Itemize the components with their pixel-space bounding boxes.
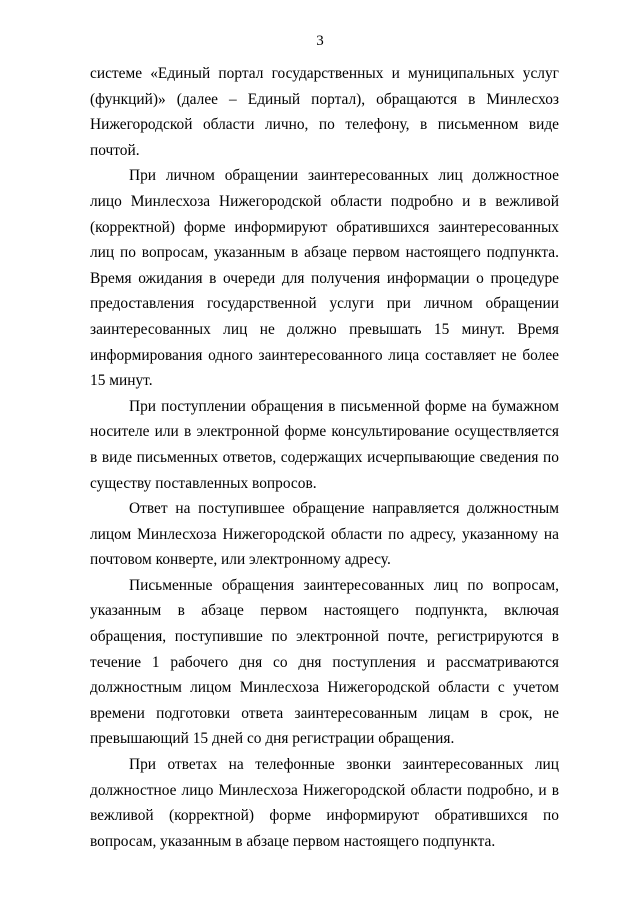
paragraph-phone-inquiry: При ответах на телефонные звонки заинтересованных лиц должностное лицо Минлесхоза Нижегородской области подробно, и в вежливой (корректной) форме информируют обратившихся по вопросам, указанным в абзаце первом настоящего подпункта. bbox=[90, 756, 559, 850]
paragraph-written-inquiry: При поступлении обращения в письменной форме на бумажном носителе или в электронной форме консультирование осуществляется в виде письменных ответов, содержащих исчерпывающие сведения по существу поставленных вопросов. bbox=[90, 397, 559, 492]
page-number: 3 bbox=[316, 33, 324, 49]
paragraph-registration: Письменные обращения заинтересованных лиц по вопросам, указанным в абзаце первом настоящего подпункта, включая обращения, поступившие по электронной почте, регистрируются в течение 1 рабочего дня со дня поступления и рассматриваются должностным лицом Минлесхоза Нижегородской области с учетом времени подготовки ответа заинтересованным лицам в срок, не превышающий 15 дней со дня регистрации обращения. bbox=[90, 576, 559, 748]
paragraph-reply-delivery: Ответ на поступившее обращение направляется должностным лицом Минлесхоза Нижегородской области по адресу, указанному на почтовом конверте, или электронному адресу. bbox=[90, 500, 559, 569]
document-body bbox=[90, 61, 559, 854]
paragraph-personal-inquiry: При личном обращении заинтересованных лиц должностное лицо Минлесхоза Нижегородской области подробно и в вежливой (корректной) форме информируют обратившихся заинтересованных лиц по вопросам, указанным в абзаце первом настоящего подпункта. Время ожидания в очереди для получения информации о процедуре предоставления государственной услуги при личном обращении заинтересованных лиц не должно превышать 15 минут. Время информирования одного заинтересованного лица составляет не более 15 минут. bbox=[90, 167, 559, 390]
paragraph-continuation: системе «Единый портал государственных и муниципальных услуг (функций)» (далее – Единый портал), обращаются в Минлесхоз Нижегородской области лично, по телефону, в письменном виде почтой. bbox=[90, 65, 559, 159]
